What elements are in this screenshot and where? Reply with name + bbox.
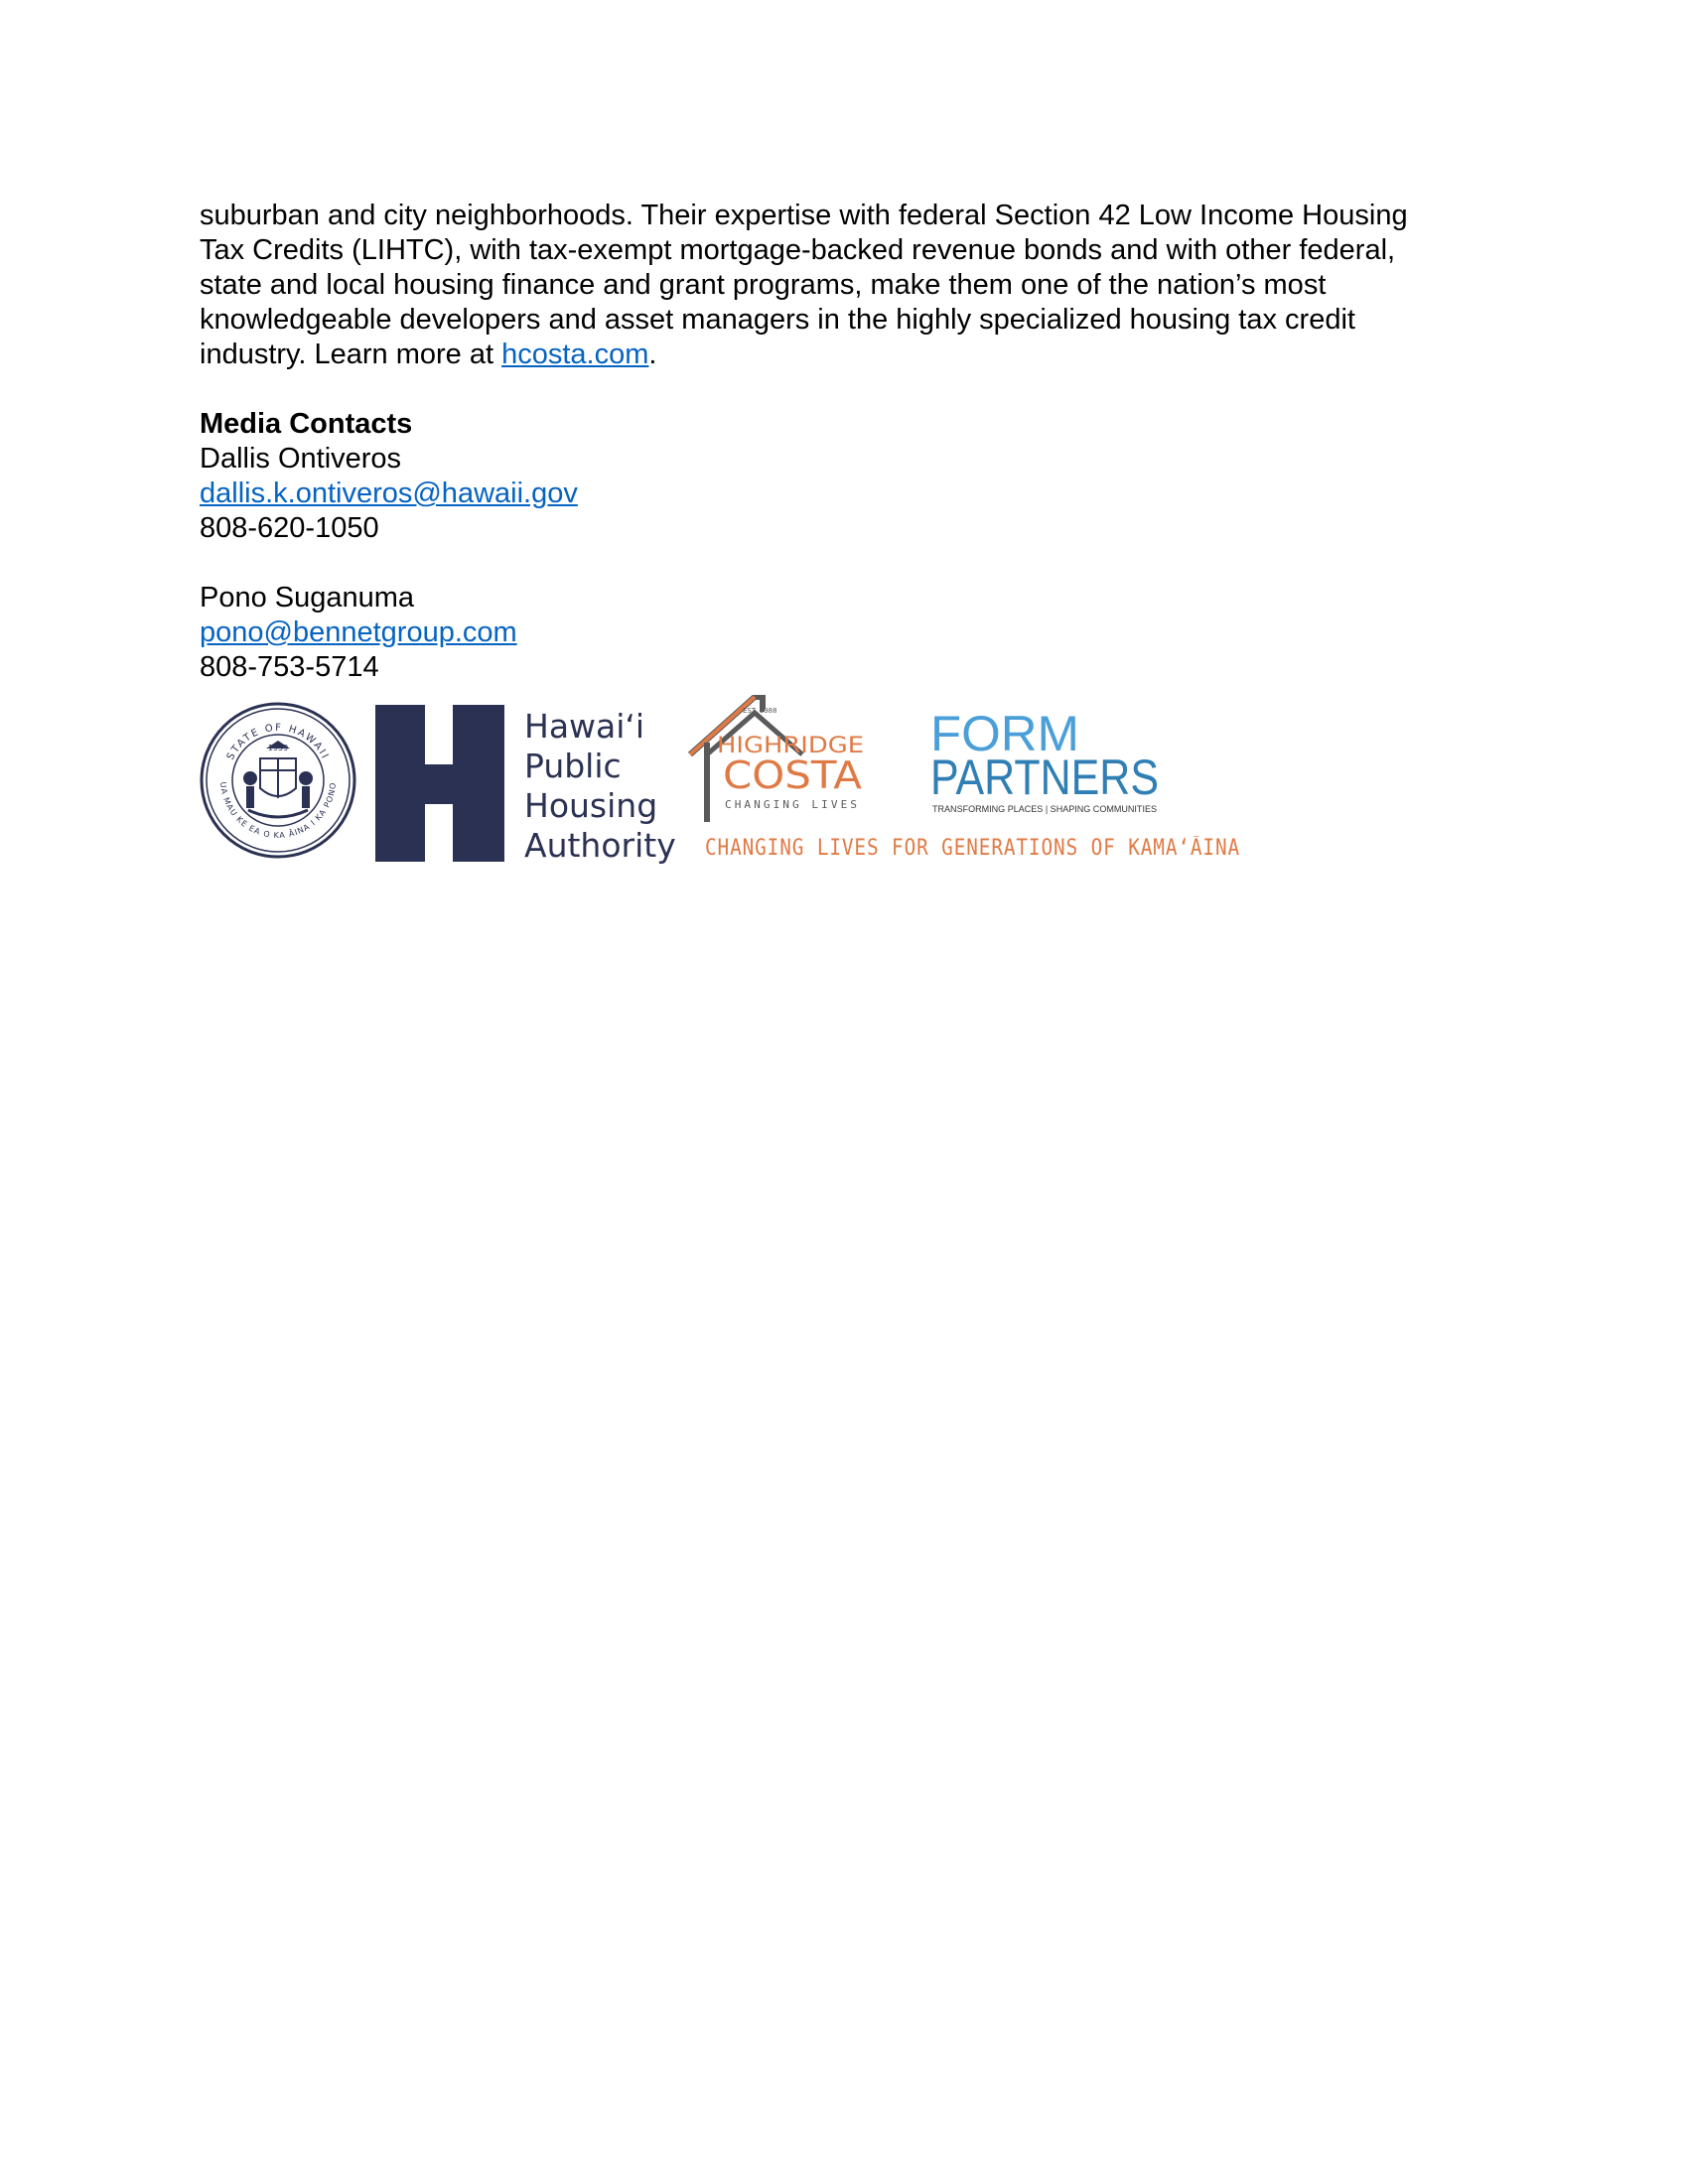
paragraph-line: industry. Learn more at bbox=[200, 339, 502, 370]
form-word: FORM bbox=[930, 707, 1079, 761]
paragraph-line: knowledgeable developers and asset managers in the highly specialized housing tax credit bbox=[200, 304, 1355, 336]
partners-word: PARTNERS bbox=[930, 750, 1159, 805]
hpha-logo bbox=[375, 705, 693, 864]
costa-name: COSTA bbox=[723, 753, 862, 797]
seal-top-text: STATE OF HAWAII bbox=[224, 722, 332, 762]
paragraph-line: suburban and city neighborhoods. Their expertise with federal Section 42 Low Income Housing bbox=[200, 200, 1408, 231]
contact-phone: 808-620-1050 bbox=[200, 512, 379, 544]
paragraph-period: . bbox=[648, 339, 657, 370]
highridge-est: EST. 1988 bbox=[743, 707, 777, 715]
contact-email-link[interactable]: dallis.k.ontiveros@hawaii.gov bbox=[200, 478, 578, 509]
contact-phone: 808-753-5714 bbox=[200, 651, 379, 683]
hpha-wordmark bbox=[524, 707, 676, 866]
highridge-name: HIGHRIDGE bbox=[717, 734, 864, 758]
state-of-hawaii-seal-icon bbox=[199, 701, 357, 860]
contact-name: Pono Suganuma bbox=[200, 582, 415, 614]
paragraph-line: state and local housing finance and grant programs, make them one of the nation’s most bbox=[200, 269, 1327, 301]
paragraph-line: Tax Credits (LIHTC), with tax-exempt mortgage-backed revenue bonds and with other federal, bbox=[200, 234, 1396, 266]
document-body bbox=[200, 199, 1490, 685]
hpha-line: Housing bbox=[524, 786, 658, 825]
seal-bottom-text: UA MAU KE EA O KA ĀINA I KA PONO bbox=[217, 781, 339, 841]
highridge-costa-logo bbox=[685, 695, 874, 824]
hpha-line: Authority bbox=[524, 826, 676, 865]
logo-strip bbox=[199, 695, 1241, 874]
form-sub: TRANSFORMING PLACES | SHAPING COMMUNITIES bbox=[932, 804, 1157, 814]
contact-name: Dallis Ontiveros bbox=[200, 443, 402, 475]
paragraph bbox=[200, 199, 1490, 372]
contact-email-link[interactable]: pono@bennetgroup.com bbox=[200, 616, 517, 648]
hpha-h-icon bbox=[375, 705, 504, 862]
highridge-sub: CHANGING LIVES bbox=[725, 798, 860, 811]
hpha-line: Public bbox=[524, 747, 622, 785]
hpha-line: Hawaiʻi bbox=[524, 707, 645, 746]
form-partners-logo bbox=[928, 707, 1187, 826]
hcosta-link[interactable]: hcosta.com bbox=[501, 339, 649, 370]
tagline: CHANGING LIVES FOR GENERATIONS OF KAMAʻĀINA bbox=[705, 836, 1241, 861]
media-contacts-heading: Media Contacts bbox=[200, 408, 413, 440]
